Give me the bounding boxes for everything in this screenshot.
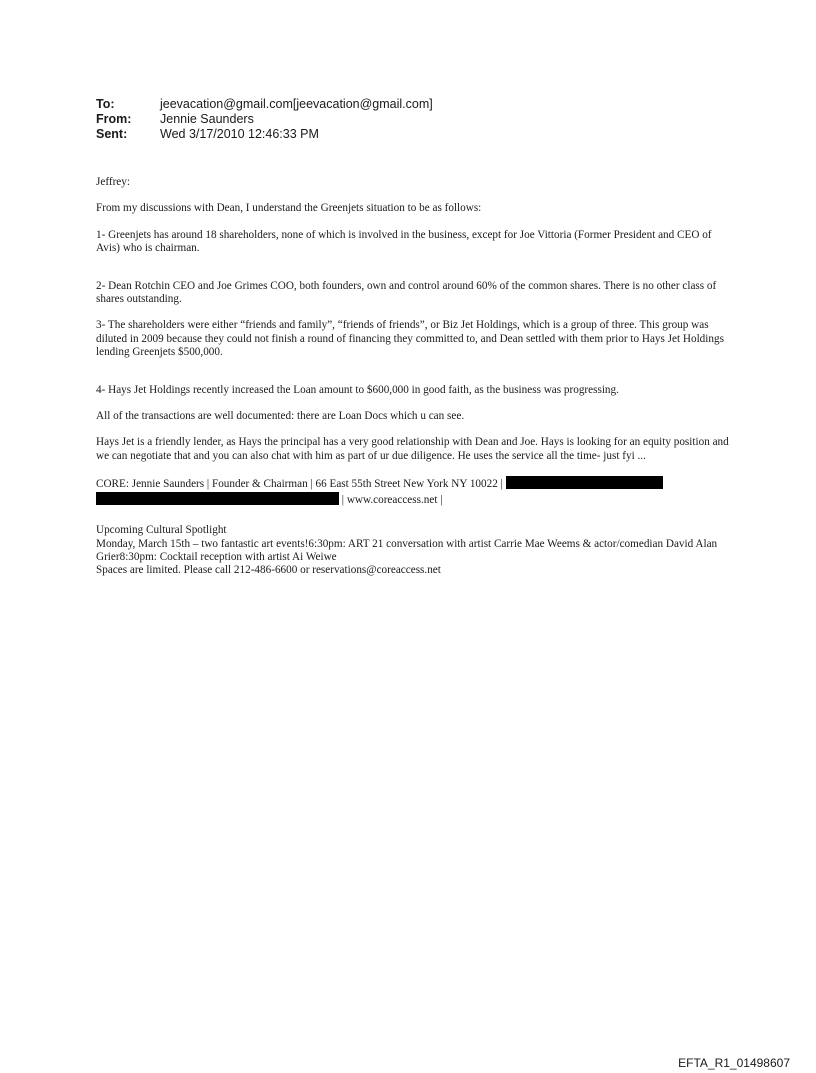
from-row	[96, 112, 433, 127]
email-header	[96, 97, 433, 142]
sent-row	[96, 127, 433, 142]
greeting: Jeffrey:	[96, 176, 130, 188]
signature-line-1	[96, 476, 736, 491]
transactions-paragraph: All of the transactions are well documented: there are Loan Docs which u can see.	[96, 410, 465, 423]
spotlight-contact: Spaces are limited. Please call 212-486-6600 or reservations@coreaccess.net	[96, 564, 441, 577]
to-label: To:	[96, 97, 115, 111]
signature-line-2	[96, 492, 736, 507]
intro-paragraph: From my discussions with Dean, I understand the Greenjets situation to be as follows:	[96, 202, 482, 215]
signature-website: | www.coreaccess.net |	[341, 493, 443, 506]
point-1-paragraph: 1- Greenjets has around 18 shareholders, none of which is involved in the business, except for Joe Vittoria (Former President and CEO of Avis) who is chairman.	[96, 228, 712, 255]
document-id: EFTA_R1_01498607	[678, 1056, 790, 1070]
to-row	[96, 97, 433, 112]
to-value: jeevacation@gmail.com[jeevacation@gmail.com]	[160, 97, 433, 111]
sent-value: Wed 3/17/2010 12:46:33 PM	[160, 127, 319, 141]
hays-paragraph: Hays Jet is a friendly lender, as Hays the principal has a very good relationship with Dean and Joe. Hays is looking for an equity position and we can negotiate that and you can also chat with him as part of ur due diligence. He uses the service all the time- just fyi ...	[96, 436, 729, 462]
redaction-bar	[96, 492, 339, 505]
point-4-paragraph: 4- Hays Jet Holdings recently increased the Loan amount to $600,000 in good faith, as the business was progressing.	[96, 383, 619, 396]
spotlight-title: Upcoming Cultural Spotlight	[96, 524, 227, 537]
redaction-bar	[506, 476, 663, 489]
from-value: Jennie Saunders	[160, 112, 254, 126]
point-2-paragraph: 2- Dean Rotchin CEO and Joe Grimes COO, both founders, own and control around 60% of the common shares. There is no other class of shares outstanding.	[96, 279, 717, 306]
from-label: From:	[96, 112, 132, 126]
signature-block	[96, 476, 736, 507]
email-body	[96, 176, 736, 578]
sent-label: Sent:	[96, 127, 128, 141]
signature-text: CORE: Jennie Saunders | Founder & Chairman | 66 East 55th Street New York NY 10022 |	[96, 478, 503, 491]
spotlight-events: Monday, March 15th – two fantastic art events!6:30pm: ART 21 conversation with artist Carrie Mae Weems & actor/comedian David Alan Grier8:30pm: Cocktail reception with artist Ai Weiwe	[96, 537, 718, 563]
point-3-paragraph: 3- The shareholders were either “friends and family”, “friends of friends”, or Biz Jet Holdings, which is a group of three. This group was diluted in 2009 because they could not finish a round of financing they committed to, and Dean settled with them prior to Hays Jet Holdings lending Greenjets $500,000.	[96, 319, 724, 359]
